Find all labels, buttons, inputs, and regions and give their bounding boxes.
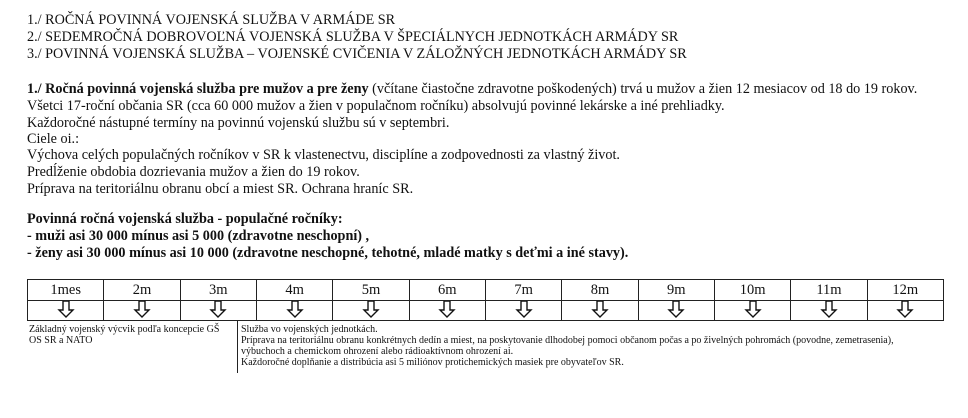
notes-split bbox=[237, 321, 238, 373]
section1-line: Predĺženie obdobia dozrievania mužov a žien do 19 rokov. bbox=[27, 164, 360, 180]
down-arrow-icon bbox=[57, 299, 75, 319]
down-arrow-icon bbox=[133, 299, 151, 319]
down-arrow-icon bbox=[667, 299, 685, 319]
month-label: 3m bbox=[209, 282, 228, 298]
down-arrow-icon bbox=[591, 299, 609, 319]
notes-right-line: Každoročné doplňanie a distribúcia asi 5 miliónov protichemických masiek pre obyvateľov SR. bbox=[241, 357, 624, 368]
month-label: 11m bbox=[816, 282, 842, 298]
month-label: 4m bbox=[285, 282, 304, 298]
heading-3: 3./ POVINNÁ VOJENSKÁ SLUŽBA – VOJENSKÉ CVIČENIA V ZÁLOŽNÝCH JEDNOTKÁCH ARMÁDY SR bbox=[27, 46, 687, 62]
month-label: 8m bbox=[590, 282, 610, 298]
notes-left-line: OS SR a NATO bbox=[29, 335, 93, 346]
down-arrow-icon bbox=[362, 299, 380, 319]
section1-lead-rest: (včítane čiastočne zdravotne poškodených) trvá u mužov a žien 12 mesiacov od 18 do 19 rokov. bbox=[368, 81, 918, 97]
months-divider bbox=[27, 300, 944, 301]
notes-right-line: Príprava na teritoriálnu obranu konkrétnych dedín a miest, na poskytovanie dlhodobej pomoci občanom počas a po živelných pohromách (povodne, zemetrasenia), bbox=[241, 335, 894, 346]
populacne-line-muzi: - muži asi 30 000 mínus asi 5 000 (zdravotne neschopní) , bbox=[27, 228, 370, 244]
section1-line: Každoročné nástupné termíny na povinnú vojenskú službu sú v septembri. bbox=[27, 115, 450, 131]
month-label: 7m bbox=[514, 282, 533, 298]
month-label: 10m bbox=[739, 282, 766, 298]
notes-right-line: Služba vo vojenských jednotkách. bbox=[241, 324, 378, 335]
notes-left-line: Základný vojenský výcvik podľa koncepcie GŠ bbox=[29, 324, 220, 335]
populacne-line-zeny: - ženy asi 30 000 mínus asi 10 000 (zdravotne neschopné, tehotné, mladé matky s deťmi a iné stavy). bbox=[27, 245, 629, 261]
heading-2: 2./ SEDEMROČNÁ DOBROVOĽNÁ VOJENSKÁ SLUŽBA V ŠPECIÁLNYCH JEDNOTKÁCH ARMÁDY SR bbox=[27, 29, 679, 45]
section1-line: Príprava na teritoriálnu obranu obcí a miest SR. Ochrana hraníc SR. bbox=[27, 181, 414, 197]
month-label: 9m bbox=[667, 282, 686, 298]
down-arrow-icon bbox=[209, 299, 227, 319]
down-arrow-icon bbox=[896, 299, 914, 319]
notes-right-line: výbuchoch a chemickom ohrození alebo rádioaktívnom ohrození ai. bbox=[241, 346, 514, 357]
month-label: 1mes bbox=[50, 282, 81, 298]
month-label: 2m bbox=[132, 282, 152, 298]
section1-lead bbox=[27, 81, 917, 97]
populacne-title: Povinná ročná vojenská služba - populačné ročníky: bbox=[27, 211, 343, 227]
heading-1: 1./ ROČNÁ POVINNÁ VOJENSKÁ SLUŽBA V ARMÁDE SR bbox=[27, 12, 396, 28]
section1-line: Ciele oi.: bbox=[27, 131, 80, 147]
section1-line: Výchova celých populačných ročníkov v SR k vlastenectvu, disciplíne a zodpovednosti za vlastný život. bbox=[27, 147, 620, 163]
down-arrow-icon bbox=[438, 299, 456, 319]
down-arrow-icon bbox=[286, 299, 304, 319]
month-label: 5m bbox=[361, 282, 381, 298]
down-arrow-icon bbox=[515, 299, 533, 319]
month-label: 12m bbox=[892, 282, 919, 298]
section1-lead-bold: 1./ Ročná povinná vojenská služba pre mužov a pre ženy bbox=[27, 81, 369, 97]
month-label: 6m bbox=[438, 282, 457, 298]
section1-line: Všetci 17-roční občania SR (cca 60 000 mužov a žien v populačnom ročníku) absolvujú povinné lekárske a iné prehliadky. bbox=[27, 98, 725, 114]
down-arrow-icon bbox=[820, 299, 838, 319]
down-arrow-icon bbox=[744, 299, 762, 319]
